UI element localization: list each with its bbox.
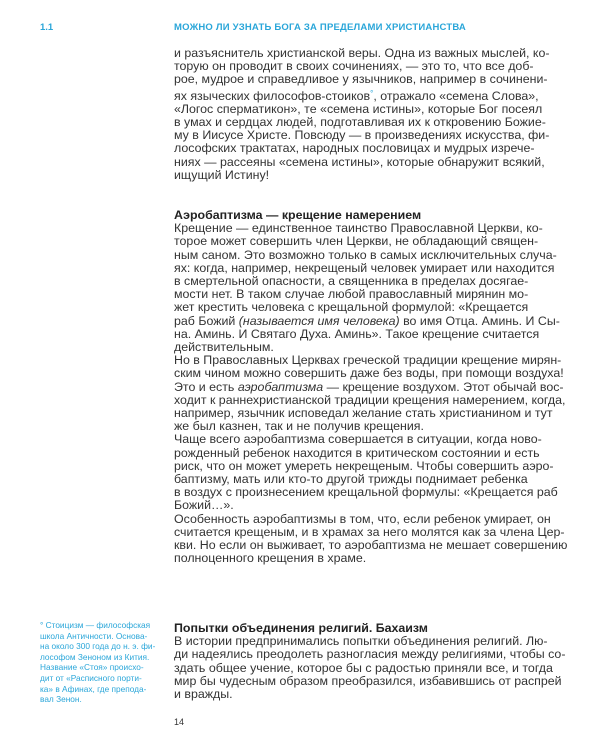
text-line: В истории предпринимались попытки объединения религий. Лю- <box>174 634 548 649</box>
footnote-line: Название «Стоя» происхо- <box>40 662 144 673</box>
text-segment: ях языческих философов-стоиков <box>174 88 371 103</box>
text-line: Божий…». <box>174 498 234 513</box>
text-line <box>174 315 574 328</box>
text-line: мир бы чудесным образом преобразился, избавившись от распрей <box>174 673 562 688</box>
italic-text: (называется имя человека) <box>238 313 400 328</box>
text-line: ях: когда, например, некрещеный человек умирает или находится <box>174 260 555 275</box>
text-line: здать общее учение, которое бы с радостью приняли все, и тогда <box>174 660 553 675</box>
text-line: «Логос сперматикон», те «семена истины», которые Бог посеял <box>174 101 543 116</box>
running-title: МОЖНО ЛИ УЗНАТЬ БОГА ЗА ПРЕДЕЛАМИ ХРИСТИАНСТВА <box>174 22 466 33</box>
text-line: торую он проводит в своих сочинениях, — это то, что все доб- <box>174 59 534 74</box>
text-line: Крещение — единственное таинство Православной Церкви, ко- <box>174 221 543 236</box>
section-heading: Аэробаптизма — крещение намерением <box>174 208 422 222</box>
text-line: в смертельной опасности, а священника в пределах досягае- <box>174 274 529 289</box>
text-line: и вражды. <box>174 687 233 702</box>
text-line: ди надеялись преодолеть разногласия между религиями, чтобы со- <box>174 647 566 662</box>
text-segment: Это и есть <box>174 379 238 394</box>
footnote-line: дит от «Расписного порти- <box>40 672 142 683</box>
text-line: рое, мудрое и справедливое у язычников, например в сочинени- <box>174 72 548 87</box>
page-number: 14 <box>174 717 185 727</box>
text-line: полноценного крещения в храме. <box>174 551 367 566</box>
text-line: ским чином можно совершить даже без воды, при помощи воздуха! <box>174 366 564 381</box>
footnote-line: ° Стоицизм — философская <box>40 620 151 630</box>
text-segment: , отражало «семена Слова», <box>373 88 539 103</box>
footnote-line: школа Античности. Основа- <box>40 630 148 641</box>
text-line: баптизму, мать или кто-то другой трижды поднимает ребенка <box>174 472 528 487</box>
text-line: Но в Православных Церквах греческой традиции крещение мирян- <box>174 353 562 368</box>
text-line: считается крещеным, и в храмах за него молятся как за члена Цер- <box>174 524 565 539</box>
text-line: действительным. <box>174 340 274 355</box>
footnote-line: вал Зенон. <box>40 694 82 705</box>
text-line: же был казнен, так и не получив крещения. <box>174 419 424 434</box>
text-segment: — крещение воздухом. Этот обычай вос- <box>323 379 564 394</box>
paragraph-intro <box>174 47 574 182</box>
text-line: ищущий Истину! <box>174 167 270 182</box>
text-line: торое может совершить член Церкви, не обладающий священ- <box>174 234 539 249</box>
italic-text: аэробаптизма <box>237 379 324 394</box>
text-line: рожденный ребенок находится в критическом состоянии и есть <box>174 445 540 460</box>
text-line: лософских трактатах, народных пословицах и мудрых изрече- <box>174 141 535 156</box>
section-heading: Попытки объединения религий. Бахаизм <box>174 621 428 635</box>
text-line: и разъяснитель христианской веры. Одна из важных мыслей, ко- <box>174 46 550 60</box>
section-number: 1.1 <box>40 22 54 33</box>
text-line: ниях — рассеяны «семена истины», которые обнаружит всякий, <box>174 154 545 169</box>
footnote-line: лософом Зеноном из Кития. <box>40 651 150 662</box>
text-line: му в Иисусе Христе. Повсюду — в произведениях искусства, фи- <box>174 128 550 143</box>
section-bahaism <box>174 622 574 701</box>
text-line <box>174 381 574 394</box>
side-footnote <box>40 620 165 705</box>
text-segment: во имя Отца. Аминь. И Сы- <box>399 313 560 328</box>
footnote-marker: ° <box>370 88 374 98</box>
section-aerobaptism <box>174 209 574 565</box>
text-line <box>174 87 574 103</box>
text-line: в воздух с произнесением крещальной формулы: «Крещается раб <box>174 485 558 500</box>
text-segment: раб Божий <box>174 313 239 328</box>
text-line: мости нет. В таком случае любой православный мирянин мо- <box>174 287 529 302</box>
footnote-line: на около 300 года до н. э. фи- <box>40 641 156 652</box>
text-line: кви. Но если он выживает, то аэробаптизма не мешает совершению <box>174 538 568 553</box>
text-line: риск, что он может умереть некрещеным. Чтобы совершить аэро- <box>174 458 554 473</box>
text-line: например, язычник исповедал желание стать христианином и тут <box>174 406 553 421</box>
text-line: в умах и сердцах людей, подготавливая их к откровению Божие- <box>174 115 546 130</box>
text-line: ным саном. Это возможно только в самых исключительных случа- <box>174 247 557 262</box>
text-line: жет крестить человека с крещальной формулой: «Крещается <box>174 300 529 315</box>
text-line: на. Аминь. И Святаго Духа. Аминь». Такое крещение считается <box>174 326 540 341</box>
text-line: ходит к раннехристианской традиции крещения намерением, когда, <box>174 392 566 407</box>
footnote-line: ка» в Афинах, где препода- <box>40 683 147 694</box>
text-line: Чаще всего аэробаптизма совершается в ситуации, когда ново- <box>174 432 542 447</box>
text-line: Особенность аэробаптизмы в том, что, если ребенок умирает, он <box>174 511 551 526</box>
